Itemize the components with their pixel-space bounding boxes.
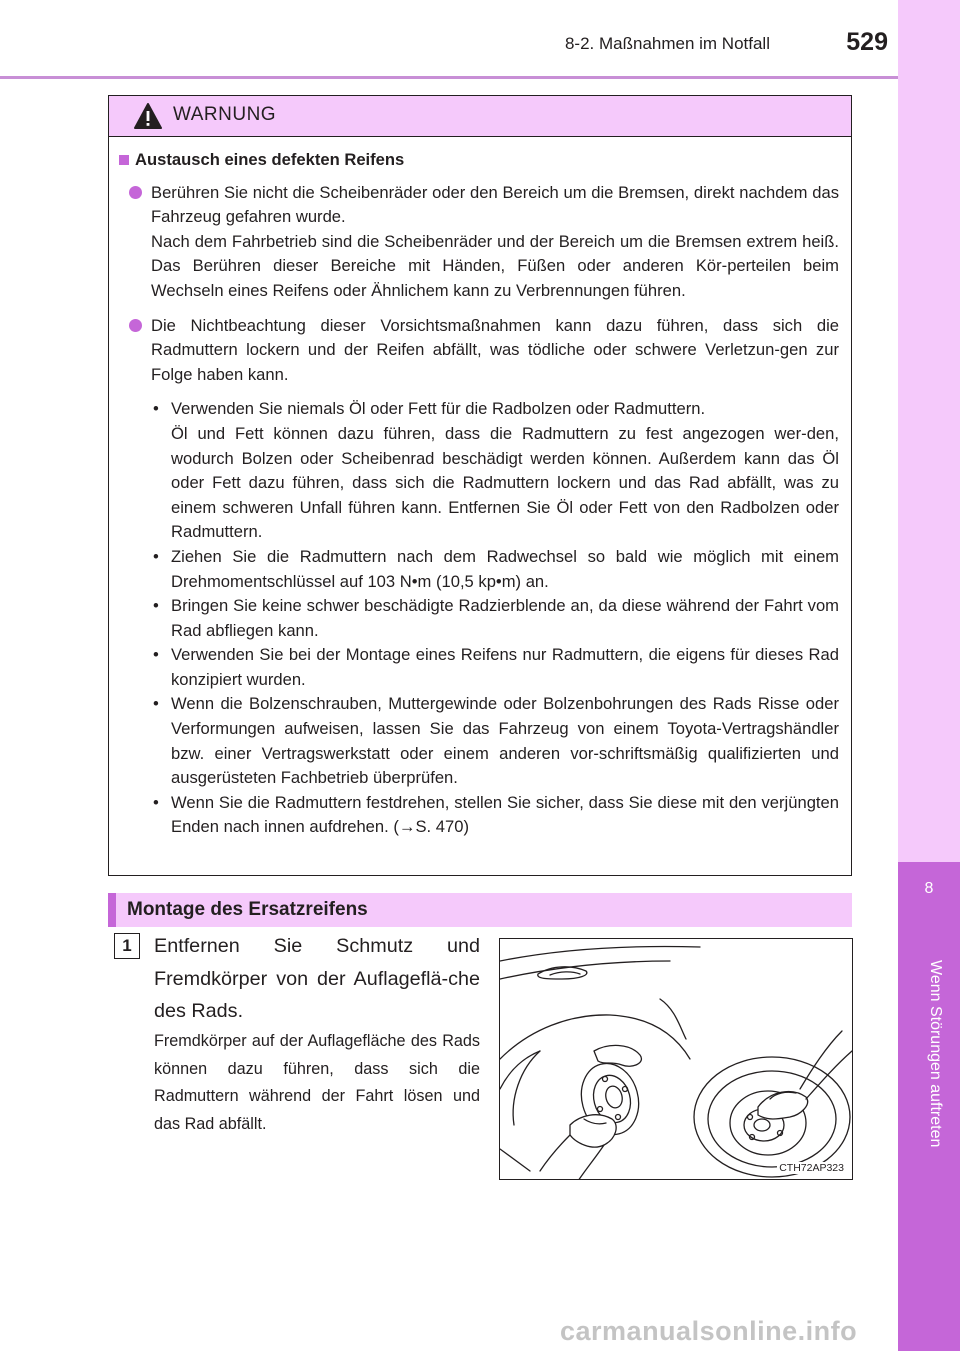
step-instruction: Entfernen Sie Schmutz und Fremdkörper von der Auflageflä-che des Rads. (154, 935, 480, 1022)
warning-title: WARNUNG (173, 104, 277, 125)
list-item (151, 545, 839, 594)
illustration-code: CTH72AP323 (779, 1162, 844, 1174)
warning-header (109, 96, 851, 137)
list-item (151, 692, 839, 790)
list-item-continuation: Öl und Fett können dazu führen, dass die Radmuttern zu fest angezogen wer-den, wodurch Bolzen oder Scheibenrad beschädigt werden können. Außerdem kann das Öl oder Fett dazu führen, dass sich die Radmuttern lockern und das Rad abfällt, was zu einem schweren Unfall führen kann. Entfernen Sie Öl oder Fett von den Radbolzen oder Radmuttern. (171, 423, 839, 542)
side-tab-background (898, 0, 960, 862)
bullet-mark: • (153, 546, 159, 566)
warning-heading (119, 148, 839, 173)
step-note: Fremdkörper auf der Auflagefläche des Rads können dazu führen, dass sich die Radmuttern während der Fahrt lösen und das Rad abfällt. (154, 1032, 480, 1133)
warning-point-2-text: Die Nichtbeachtung dieser Vorsichtsmaßnahmen kann dazu führen, dass sich die Radmuttern lockern und der Reifen abfällt, was tödliche oder schwere Verletzun-gen zur Folge haben kann. (151, 315, 839, 384)
round-bullet-icon (129, 319, 142, 332)
warning-box (108, 95, 852, 876)
list-item-text: Wenn Sie die Radmuttern festdrehen, stellen Sie sicher, dass Sie diese mit den verjüngten Enden nach innen aufdrehen. (→S. 470) (171, 792, 839, 837)
list-item (151, 791, 839, 840)
list-item (151, 397, 839, 545)
running-header-section: 8-2. Maßnahmen im Notfall (564, 34, 770, 53)
warning-point-1-para-2: Nach dem Fahrbetrieb sind die Scheibenräder und der Bereich um die Bremsen extrem heiß. Das Berühren dieser Bereiche mit Händen, Füßen oder anderen Kör-perteilen beim Wechseln eines Reifens oder Ähnlichem kann zu Verbrennungen führen. (151, 231, 839, 300)
warning-point-1 (119, 181, 839, 304)
list-item-text: Ziehen Sie die Radmuttern nach dem Radwechsel so bald wie möglich mit einem Drehmomentschlüssel auf 103 N•m (10,5 kp•m) an. (171, 546, 839, 591)
list-item-text: Verwenden Sie bei der Montage eines Reifens nur Radmuttern, die eigens für dieses Rad konzipiert wurden. (171, 645, 839, 689)
bullet-mark: • (153, 645, 159, 665)
bullet-mark: • (153, 399, 159, 419)
section-heading-bar (108, 893, 852, 927)
warning-point-2 (119, 314, 839, 388)
bullet-mark: • (153, 694, 159, 714)
list-item (151, 594, 839, 643)
square-bullet-icon (119, 155, 129, 165)
step-number: 1 (114, 933, 140, 959)
wheel-cleaning-illustration (499, 938, 853, 1180)
list-item-text: Wenn die Bolzenschrauben, Muttergewinde oder Bolzenbohrungen des Rads Risse oder Verformungen aufweisen, lassen Sie das Fahrzeug von einem Toyota-Vertragshändler bzw. einer Vertragswerkstatt oder einem anderen vor-schriftsmäßig qualifizierten und ausgerüsteten Fachbetrieb überprüfen. (171, 694, 839, 788)
chapter-tab-number: 8 (924, 880, 934, 897)
list-item-text: Bringen Sie keine schwer beschädigte Radzierblende an, da diese während der Fahrt vom Rad abfliegen kann. (171, 596, 839, 640)
warning-heading-text: Austausch eines defekten Reifens (135, 150, 405, 169)
section-accent (108, 893, 116, 927)
wheel-cleaning-drawing (500, 939, 853, 1180)
warning-bullet-list (119, 397, 839, 840)
list-item-text: Verwenden Sie niemals Öl oder Fett für die Radbolzen oder Radmuttern. (171, 399, 706, 419)
list-item (151, 643, 839, 692)
round-bullet-icon (129, 186, 142, 199)
warning-triangle-icon (133, 102, 163, 130)
bullet-mark: • (153, 596, 159, 616)
watermark: carmanualsonline.info (560, 1316, 858, 1346)
bullet-mark: • (153, 792, 159, 812)
warning-body (119, 148, 839, 840)
section-title: Montage des Ersatzreifens (127, 899, 368, 920)
chapter-tab-title: Wenn Störungen auftreten (927, 960, 944, 1148)
header-rule (0, 76, 898, 79)
page-number: 529 (846, 28, 888, 56)
warning-point-1-para-1: Berühren Sie nicht die Scheibenräder oder den Bereich um die Bremsen, direkt nachdem das Fahrzeug gefahren wurde. (151, 182, 839, 227)
